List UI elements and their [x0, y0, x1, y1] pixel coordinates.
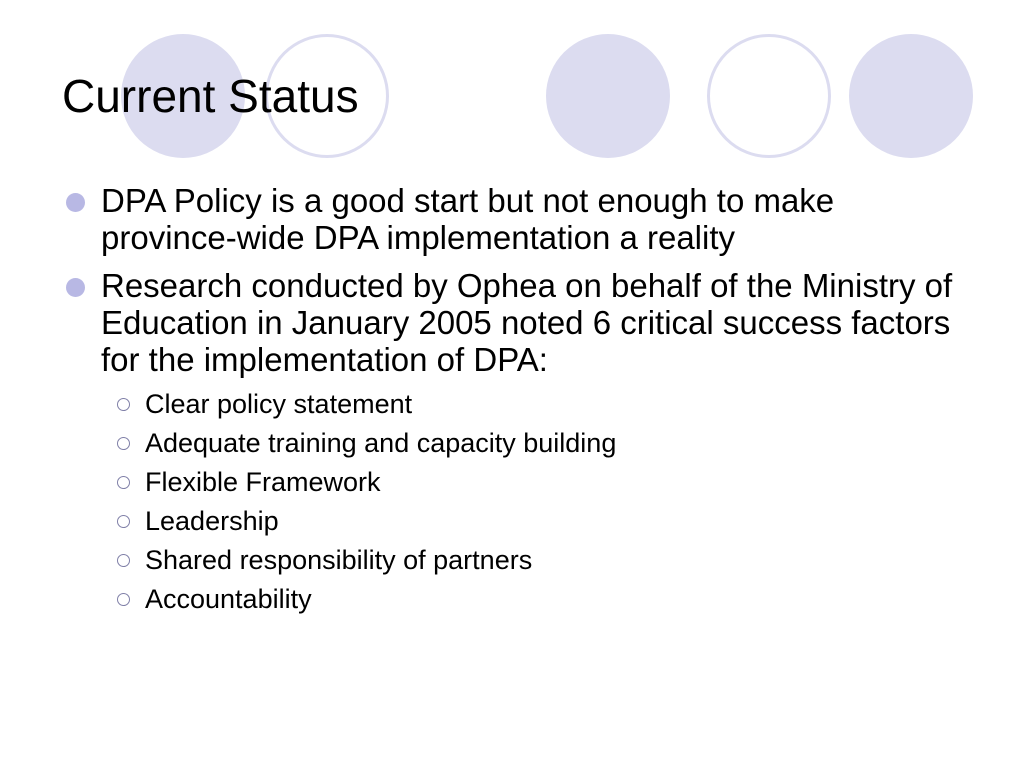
- subbullet-item: [101, 428, 966, 459]
- bullet-item: [66, 267, 966, 615]
- subbullet-item: [101, 545, 966, 576]
- hollow-circle-icon: [117, 554, 130, 567]
- bullet-list: [66, 182, 966, 615]
- hollow-circle-icon: [117, 437, 130, 450]
- subbullet-text: Leadership: [145, 506, 279, 536]
- decor-circle-filled-2: [546, 34, 670, 158]
- hollow-circle-icon: [117, 398, 130, 411]
- subbullet-text: Adequate training and capacity building: [145, 428, 617, 458]
- subbullet-text: Accountability: [145, 584, 312, 614]
- filled-circle-bullet-icon: [66, 278, 85, 297]
- decor-circle-filled-3: [849, 34, 973, 158]
- slide-title: Current Status: [62, 70, 359, 122]
- filled-circle-bullet-icon: [66, 193, 85, 212]
- bullet-text: DPA Policy is a good start but not enough to make province-wide DPA implementation a reality: [101, 182, 835, 256]
- subbullet-item: [101, 506, 966, 537]
- slide-body: [66, 182, 966, 626]
- hollow-circle-icon: [117, 515, 130, 528]
- subbullet-item: [101, 389, 966, 420]
- decor-circle-outline-2: [707, 34, 831, 158]
- bullet-item: [66, 182, 966, 256]
- subbullet-text: Flexible Framework: [145, 467, 381, 497]
- subbullet-text: Shared responsibility of partners: [145, 545, 533, 575]
- bullet-text: Research conducted by Ophea on behalf of the Ministry of Education in January 2005 noted 6 critical success factors for the implementation of DPA:: [101, 267, 953, 378]
- subbullet-item: [101, 584, 966, 615]
- subbullet-item: [101, 467, 966, 498]
- subbullet-list: [101, 389, 966, 615]
- hollow-circle-icon: [117, 476, 130, 489]
- hollow-circle-icon: [117, 593, 130, 606]
- subbullet-text: Clear policy statement: [145, 389, 413, 419]
